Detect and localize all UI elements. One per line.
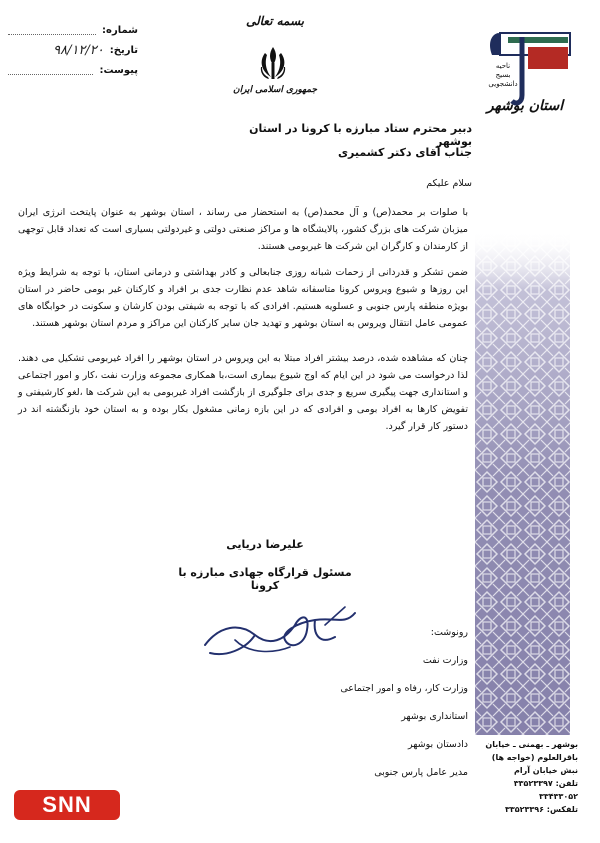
logo-org-line3: دانشجویی [488, 80, 518, 88]
address-line2: باقرالعلوم (خواجه ها) [491, 753, 578, 762]
cc-item: دادستان بوشهر [408, 739, 468, 750]
republic-title: جمهوری اسلامی ایران [232, 85, 318, 95]
cc-item: مدیر عامل پارس جنوبی [374, 767, 468, 778]
logo-org-text [478, 62, 528, 89]
signatory-title: مسئول قرارگاه جهادی مبارزه با کرونا [178, 566, 352, 592]
address-block [470, 738, 578, 816]
signatory-name: علیرضا دریایی [226, 538, 304, 551]
iran-emblem-icon [255, 45, 291, 81]
decorative-pattern-band [475, 230, 570, 735]
recipient-line: دبیر محترم ستاد مبارزه با کرونا در استان بوشهر [249, 122, 472, 148]
recipient-name: جناب آقای دکتر کشمیری [337, 146, 472, 159]
cc-item: وزارت نفت [422, 655, 468, 666]
bismillah: بسمه تعالی [245, 14, 305, 28]
attachment-label: پیوست: [99, 64, 138, 76]
cc-item: وزارت کار، رفاه و امور اجتماعی [340, 683, 468, 694]
address-phone2: ۳۳۴۳۳۰۵۲ [538, 792, 578, 801]
date-label: تاریخ: [109, 44, 138, 56]
cc-item: استانداری بوشهر [401, 711, 468, 722]
number-label: شماره: [102, 24, 138, 36]
attachment-dots [8, 66, 93, 75]
address-line1: بوشهر ـ بهمنی ـ خیابان [485, 740, 578, 749]
address-line3: نبش خیابان آرام [514, 766, 578, 775]
address-phone: تلفن: ۳۳۵۲۳۳۹۷ [513, 779, 578, 788]
cc-label: رونوشت: [430, 627, 468, 638]
paragraph-3: چنان که مشاهده شده، درصد بیشتر افراد مبتلا به این ویروس در استان بوشهر را افراد غیربومی تشکیل می دهند. لذا درخواست می شود در این ایام که اوج شیوع بیماری است،با همکاری مجموعه وزارت نفت ،کار و امور اجتماعی و استانداری جهت پیگیری سریع و جدی برای جلوگیری از بازگشت افراد غیربومی به این شرکت ها ،لغو کارشیفتی و تفویض کارها به افراد بومی و افرادی که در این بازه زمانی مشغول بکار بوده و به استان خود بازنگشته اند در دستور کار قرار گیرد. [18, 353, 468, 432]
logo-org-line2: بسیج [495, 71, 511, 79]
paragraph-1: با صلوات بر محمد(ص) و آل محمد(ص) به استحضار می رساند ، استان بوشهر به عنوان پایتخت انرژی ایران میزبان شرکت های بزرگ کشور، پالایشگاه ها و مراکز صنعتی دولتی و غیردولتی بسیاری است که تعداد قابل توجهی از کارمندان و کارگران این شرکت ها غیربومی هستند. [18, 207, 468, 252]
address-fax: تلفکس: ۳۳۵۲۳۳۹۶ [504, 805, 578, 814]
letter-meta [8, 20, 138, 80]
logo-title: استان بوشهر [486, 98, 564, 114]
number-dots [8, 26, 96, 35]
logo-org-line1: ناحیه [495, 62, 511, 70]
greeting: سلام علیکم [426, 178, 472, 189]
snn-watermark: SNN [14, 790, 120, 820]
cc-list [300, 622, 468, 790]
date-value: ۹۸/۱۲/۲۰ [53, 42, 104, 58]
paragraph-2: ضمن تشکر و قدردانی از زحمات شبانه روزی جنابعالی و کادر بهداشتی و درمانی استان، با توجه به شرایط ویژه این روزها و شیوع ویروس کرونا متاسفانه شاهد عدم نظارت جدی بر افراد و کارکنان غیر بومی حاضر در استان بویژه منطقه پارس جنوبی و عسلویه هستیم. افرادی که با توجه به شیفتی بودن کارشان و سکونت در خوابگاه های عمومی عامل انتقال ویروس به استان بوشهر و تهدید جان سایر کارکنان این مراکز و مردم استان بوشهر هستند. [18, 267, 468, 329]
